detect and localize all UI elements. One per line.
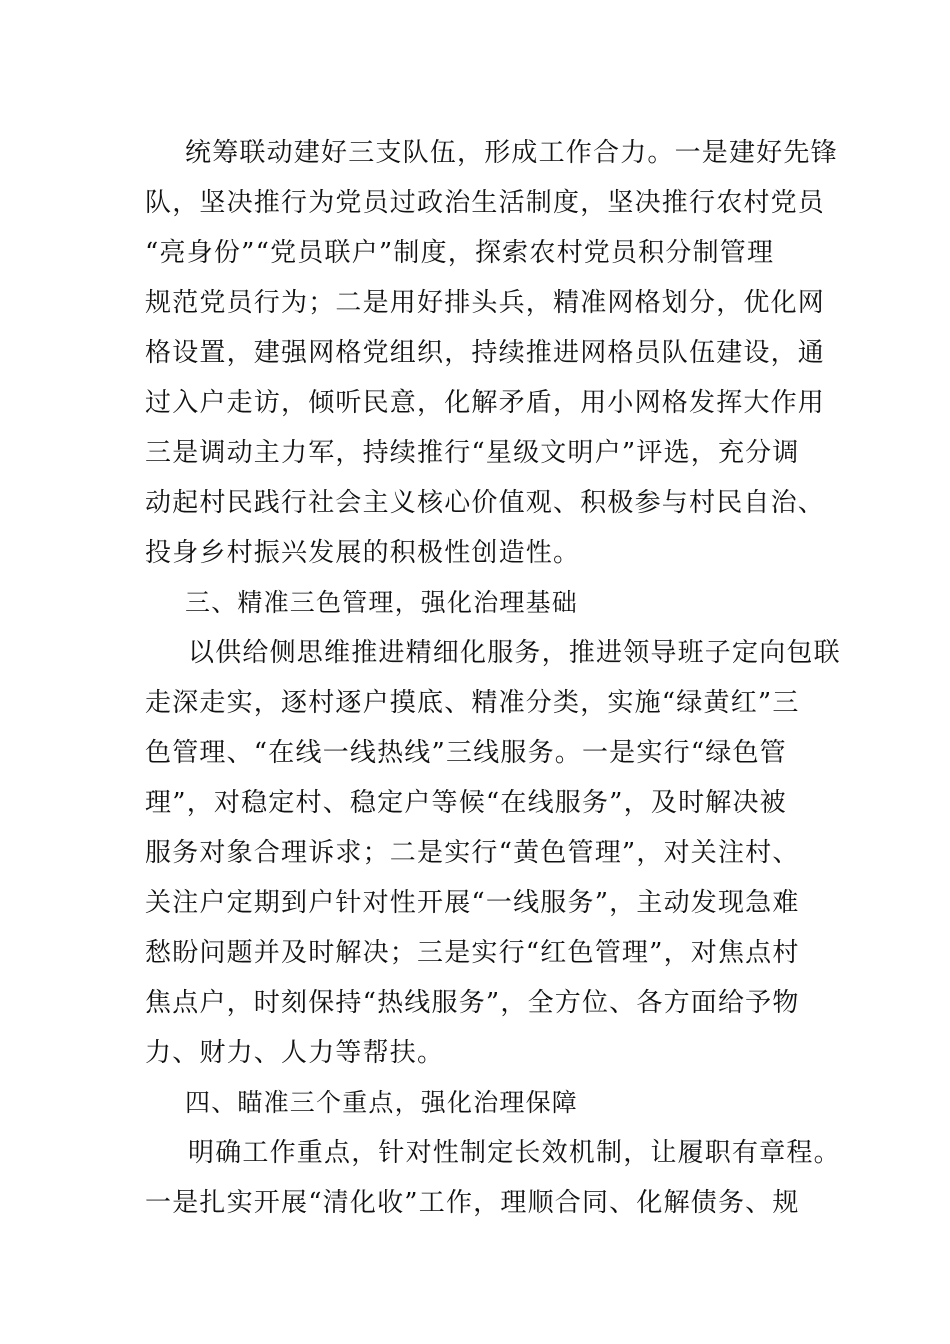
text-line: 格设置，建强网格党组织，持续推进网格员队伍建设，通 (145, 338, 826, 368)
text-line: 过入户走访，倾听民意，化解矛盾，用小网格发挥大作用 (145, 388, 826, 418)
section-heading: 四、瞄准三个重点，强化治理保障 (185, 1088, 579, 1117)
text-line: 一是扎实开展“清化收”工作，理顺合同、化解债务、规 (145, 1188, 800, 1218)
text-line: 规范党员行为；二是用好排头兵，精准网格划分，优化网 (145, 288, 826, 318)
section-heading: 三、精准三色管理，强化治理基础 (185, 588, 579, 617)
text-line: 队，坚决推行为党员过政治生活制度，坚决推行农村党员 (145, 188, 826, 218)
text-line: 三是调动主力军，持续推行“星级文明户”评选，充分调 (145, 438, 800, 468)
text-line: 愁盼问题并及时解决；三是实行“红色管理”，对焦点村 (145, 938, 800, 968)
text-line: 焦点户，时刻保持“热线服务”，全方位、各方面给予物 (145, 988, 800, 1018)
text-line: 走深走实，逐村逐户摸底、精准分类，实施“绿黄红”三 (145, 688, 800, 718)
text-line: 以供给侧思维推进精细化服务，推进领导班子定向包联 (188, 638, 841, 668)
text-line: 理”，对稳定村、稳定户等候“在线服务”，及时解决被 (145, 788, 787, 818)
text-line: 色管理、“在线一线热线”三线服务。一是实行“绿色管 (145, 738, 787, 768)
text-line: 力、财力、人力等帮扶。 (145, 1038, 445, 1068)
text-line: 关注户定期到户针对性开展“一线服务”，主动发现急难 (145, 888, 800, 918)
text-line: 投身乡村振兴发展的积极性创造性。 (145, 538, 581, 568)
text-line: “亮身份”“党员联户”制度，探索农村党员积分制管理 (145, 238, 775, 268)
text-line: 统筹联动建好三支队伍，形成工作合力。一是建好先锋 (185, 138, 838, 168)
text-line: 服务对象合理诉求；二是实行“黄色管理”，对关注村、 (145, 838, 800, 868)
text-line: 明确工作重点，针对性制定长效机制，让履职有章程。 (188, 1138, 841, 1168)
text-line: 动起村民践行社会主义核心价值观、积极参与村民自治、 (145, 488, 826, 518)
